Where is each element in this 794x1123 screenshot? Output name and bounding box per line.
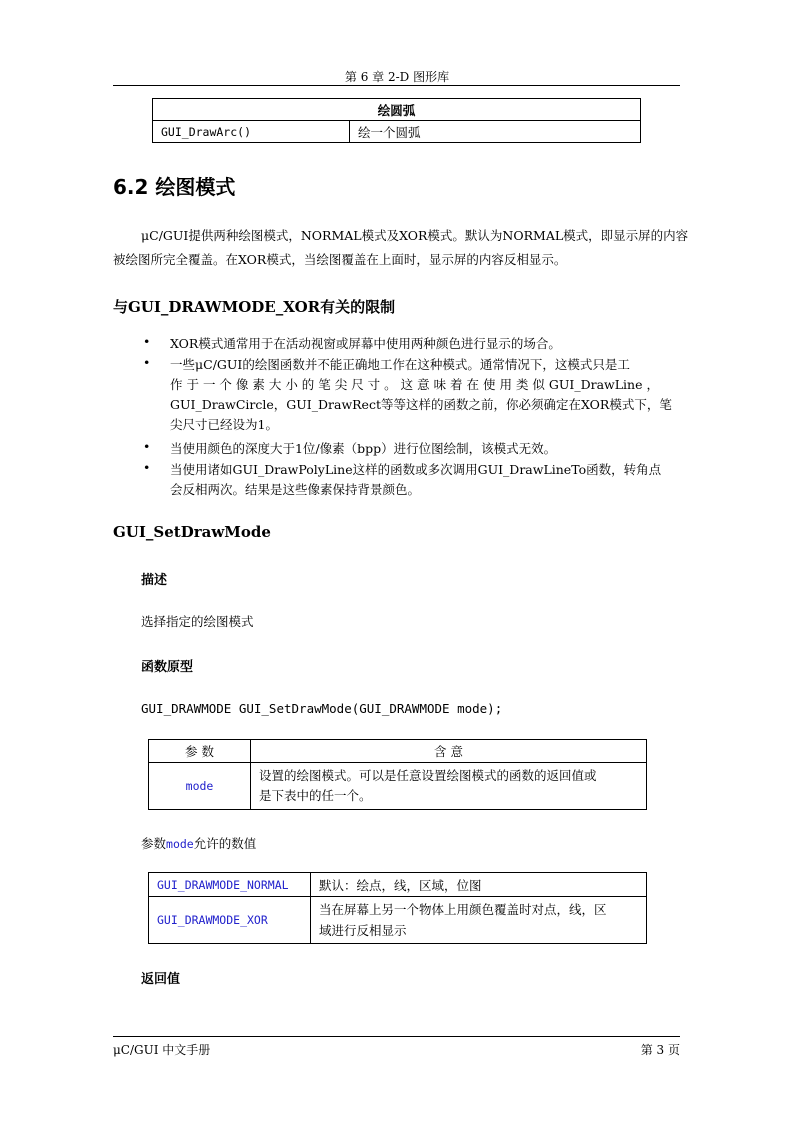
description-label: 描述: [141, 573, 168, 588]
caption-prefix: 参数: [141, 836, 167, 851]
bullet-icon: •: [143, 334, 151, 349]
bullet-line: 当使用颜色的深度大于1位/像素（bpp）进行位图绘制，该模式无效。: [170, 441, 557, 456]
header-rule: [113, 85, 680, 86]
bullet-line: 尖尺寸已经设为1。: [170, 417, 278, 432]
bullet-line: 当使用诸如GUI_DrawPolyLine这样的函数或多次调用GUI_DrawLineTo函数，转角点: [170, 462, 662, 477]
draw-arc-table: [152, 98, 641, 143]
bullet-line: GUI_DrawCircle，GUI_DrawRect等等这样的函数之前，你必须确定在XOR模式下，笔: [170, 397, 672, 412]
param-name: mode: [149, 763, 251, 810]
prototype-code: GUI_DRAWMODE GUI_SetDrawMode(GUI_DRAWMODE mode);: [141, 701, 503, 716]
param-meaning-line: 设置的绘图模式。可以是任意设置绘图模式的函数的返回值或: [259, 768, 597, 783]
mode-desc: 默认：绘点，线，区域，位图: [311, 873, 647, 897]
bullet-line: 作 于 一 个 像 素 大 小 的 笔 尖 尺 寸 。 这 意 味 着 在 使 用 类 似 GUI_DrawLine ，: [170, 377, 659, 392]
mode-values-caption: [141, 834, 256, 852]
caption-param: mode: [166, 837, 194, 851]
mode-desc-line: 当在屏幕上另一个物体上用颜色覆盖时对点，线，区: [319, 902, 607, 917]
description-text: 选择指定的绘图模式: [141, 614, 254, 629]
bullet-icon: •: [143, 460, 151, 475]
return-value-label: 返回值: [141, 972, 181, 987]
footer-left: μC/GUI 中文手册: [113, 1043, 211, 1057]
parameter-table: [148, 739, 647, 810]
description-cell: 绘一个圆弧: [350, 121, 641, 143]
intro-line-1: μC/GUI提供两种绘图模式，NORMAL模式及XOR模式。默认为NORMAL模式，即显示屏的内容: [141, 228, 689, 243]
list-item: [143, 355, 680, 435]
page-header: 第 6 章 2-D 图形库: [344, 70, 450, 84]
caption-suffix: 允许的数值: [193, 836, 257, 851]
page-number: 第 3 页: [640, 1043, 680, 1057]
list-item: [143, 460, 680, 500]
modes-table: [148, 872, 647, 944]
mode-name: GUI_DRAWMODE_XOR: [149, 897, 311, 944]
param-column-header: 参 数: [149, 740, 251, 763]
function-cell: GUI_DrawArc(): [153, 121, 350, 143]
param-meaning-line: 是下表中的任一个。: [259, 788, 372, 803]
table-row: [149, 873, 647, 897]
list-item: [143, 334, 680, 354]
bullet-icon: •: [143, 355, 151, 370]
footer-rule: [113, 1036, 680, 1037]
meaning-column-header: 含 意: [251, 740, 647, 763]
mode-desc-line: 域进行反相显示: [319, 923, 407, 938]
section-title: 6.2 绘图模式: [113, 175, 236, 199]
mode-name: GUI_DRAWMODE_NORMAL: [149, 873, 311, 897]
bullet-icon: •: [143, 439, 151, 454]
function-heading: GUI_SetDrawMode: [113, 523, 271, 541]
table-row: [149, 897, 647, 944]
limits-heading: 与GUI_DRAWMODE_XOR有关的限制: [113, 298, 396, 316]
intro-line-2: 被绘图所完全覆盖。在XOR模式，当绘图覆盖在上面时，显示屏的内容反相显示。: [113, 252, 567, 267]
list-item: [143, 439, 680, 459]
bullet-line: 会反相两次。结果是这些像素保持背景颜色。: [170, 482, 421, 497]
bullet-line: 一些μC/GUI的绘图函数并不能正确地工作在这种模式。通常情况下，这模式只是工: [170, 357, 630, 372]
table-title: 绘圆弧: [153, 99, 641, 121]
prototype-label: 函数原型: [141, 660, 194, 675]
bullet-line: XOR模式通常用于在活动视窗或屏幕中使用两种颜色进行显示的场合。: [170, 336, 561, 351]
